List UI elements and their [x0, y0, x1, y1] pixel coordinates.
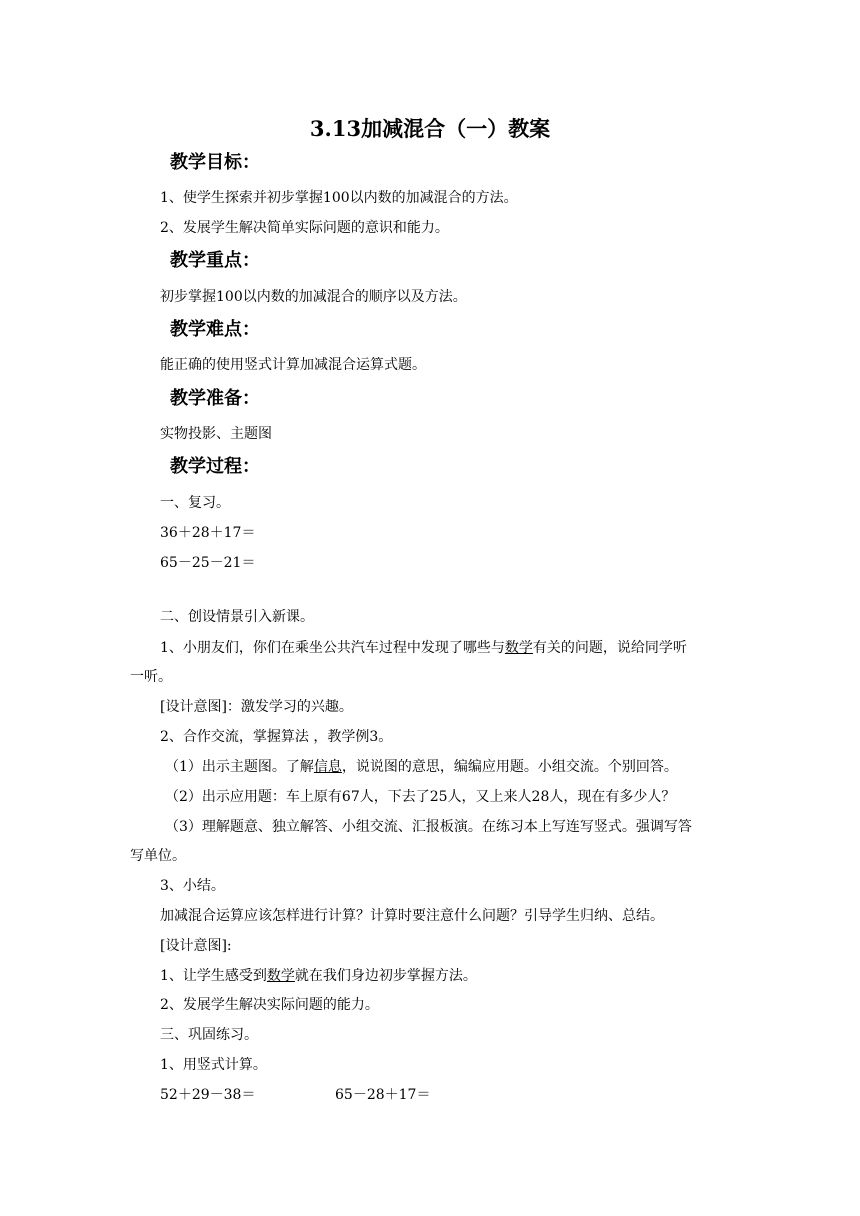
- goal-item-2: 2、发展学生解决简单实际问题的意识和能力。: [160, 220, 449, 236]
- math-link-2[interactable]: 数学: [266, 968, 295, 984]
- paragraph-1-wrap: 一听。: [130, 669, 172, 685]
- intent-2-item-1-part-b: 就在我们身边初步掌握方法。: [294, 968, 477, 984]
- practice-equation-2: 65－28＋17＝: [335, 1087, 431, 1103]
- heading-key-points: 教学重点：: [170, 250, 260, 271]
- intent-2-item-1: [160, 966, 477, 986]
- intent-2-item-1-part-a: 1、让学生感受到: [160, 968, 267, 984]
- practice-paragraph-1: 1、用竖式计算。: [160, 1057, 267, 1073]
- step-2: （2）出示应用题：车上原有67人，下去了25人，又上来人28人，现在有多少人？: [165, 789, 676, 805]
- heading-process: 教学过程：: [170, 456, 260, 477]
- review-equation-1: 36＋28＋17＝: [160, 525, 256, 541]
- document-title: 3.13加减混合（一）教案: [309, 116, 551, 141]
- paragraph-2: 2、合作交流，掌握算法 ，教学例3。: [160, 729, 393, 745]
- new-lesson-title: 二、创设情景引入新课。: [160, 609, 314, 625]
- math-link[interactable]: 数学: [504, 640, 533, 656]
- goal-item-1: 1、使学生探索并初步掌握100以内数的加减混合的方法。: [160, 190, 518, 206]
- heading-preparation: 教学准备：: [170, 388, 260, 409]
- step-3: （3）理解题意、独立解答、小组交流、汇报板演。在练习本上写连写竖式。强调写答: [165, 819, 692, 835]
- key-points-text: 初步掌握100以内数的加减混合的顺序以及方法。: [160, 289, 467, 305]
- review-equation-2: 65－25－21＝: [160, 555, 256, 571]
- heading-teaching-goals: 教学目标：: [170, 152, 260, 173]
- step-1-part-a: （1）出示主题图。了解: [165, 759, 314, 775]
- review-title: 一、复习。: [160, 495, 230, 511]
- paragraph-1-part-b: 有关的问题，说给同学听: [532, 640, 687, 656]
- intent-2-item-2: 2、发展学生解决实际问题的能力。: [160, 997, 379, 1013]
- step-3-wrap: 写单位。: [130, 848, 186, 864]
- design-intent-2: [设计意图]:: [160, 938, 232, 954]
- info-link[interactable]: 信息: [313, 759, 342, 775]
- paragraph-1-part-a: 1、小朋友们，你们在乘坐公共汽车过程中发现了哪些与: [160, 640, 505, 656]
- preparation-text: 实物投影、主题图: [160, 426, 272, 442]
- design-intent-1: [设计意图]：激发学习的兴趣。: [160, 699, 353, 715]
- step-1: [165, 757, 678, 777]
- paragraph-1: [160, 638, 687, 658]
- summary-text: 加减混合运算应该怎样进行计算？计算时要注意什么问题？引导学生归纳、总结。: [160, 908, 664, 924]
- heading-difficulties: 教学难点：: [170, 319, 260, 340]
- step-1-part-b: ，说说图的意思，编编应用题。小组交流。个别回答。: [341, 759, 678, 775]
- paragraph-3: 3、小结。: [160, 878, 225, 894]
- practice-title: 三、巩固练习。: [160, 1027, 258, 1043]
- difficulties-text: 能正确的使用竖式计算加减混合运算式题。: [160, 357, 426, 373]
- practice-equation-1: 52＋29－38＝: [160, 1087, 256, 1103]
